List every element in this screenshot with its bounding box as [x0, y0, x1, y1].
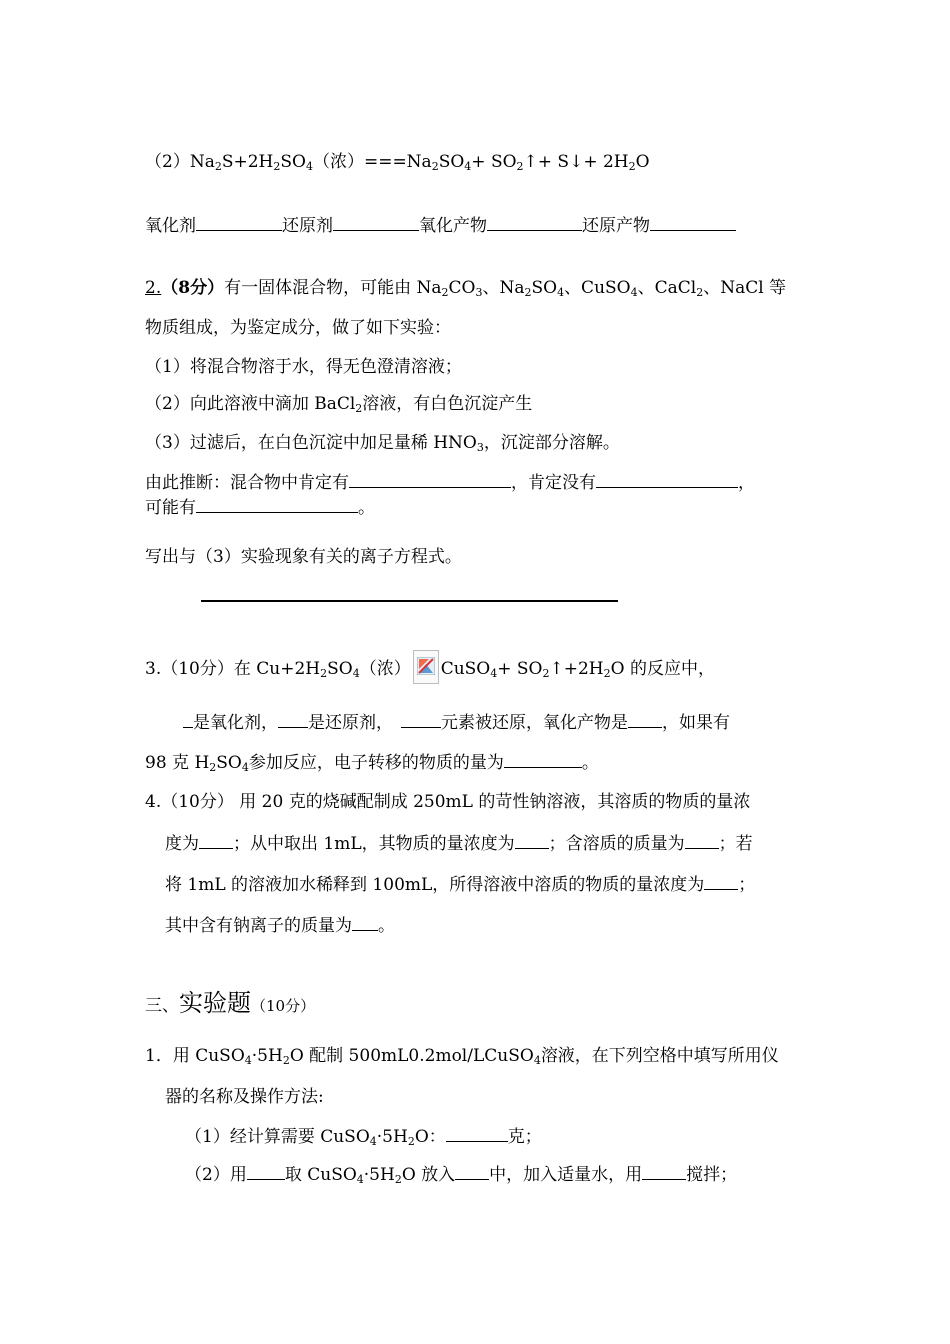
exp1-sub: 4 — [356, 1173, 364, 1186]
q3-oxidant-blank[interactable] — [183, 710, 193, 728]
q3-text: CuSO — [440, 659, 491, 679]
q3-text: 元素被还原，氧化产物是 — [441, 713, 628, 733]
q2-text: CO — [448, 278, 476, 298]
q4-text: ；从中取出 1mL，其物质的量浓度为 — [233, 834, 515, 854]
q2-text: 、CuSO — [564, 278, 631, 298]
q2-inference — [145, 470, 755, 495]
q2-text: 由此推断：混合物中肯定有 — [145, 473, 349, 493]
exp1-sub: 2 — [282, 1054, 290, 1067]
q4-text: 。 — [378, 916, 395, 936]
q2-text: 有一固体混合物，可能由 Na — [224, 278, 442, 298]
q2-step1: （1）将混合物溶于水，得无色澄清溶液； — [145, 357, 462, 377]
broken-image-icon — [413, 650, 439, 684]
q2-possible — [145, 495, 375, 520]
q3-text: + SO — [497, 659, 543, 679]
q3-sub: 2 — [603, 667, 611, 680]
possibly-has-blank[interactable] — [196, 495, 358, 513]
q2-line2: 物质组成，为鉴定成分，做了如下实验： — [145, 318, 451, 338]
red-product-label: 还原产物 — [582, 216, 650, 236]
q3-text: ，如果有 — [662, 713, 730, 733]
q2-write: 写出与（3）实验现象有关的离子方程式。 — [145, 547, 462, 567]
q2-text: （2）向此溶液中滴加 BaCl — [145, 394, 356, 414]
eq-sub: 2 — [628, 160, 636, 173]
oxidant-label: 氧化剂 — [145, 216, 196, 236]
exp1-text: 克； — [507, 1127, 542, 1147]
q3-sub: 2 — [320, 667, 328, 680]
q4-sodium-blank[interactable] — [352, 913, 378, 931]
q4-line4 — [165, 913, 395, 938]
red-product-blank[interactable] — [650, 213, 736, 231]
exp1-text: 取 CuSO — [284, 1165, 357, 1185]
q3-sub: 4 — [241, 761, 249, 774]
reductant-blank[interactable] — [333, 213, 419, 231]
eq-text: S+2H — [221, 152, 274, 172]
eq-text: （2）Na — [145, 152, 215, 172]
q2-sub: 2 — [696, 286, 704, 299]
q2-sub: 2 — [441, 286, 449, 299]
exp1-line3 — [185, 1124, 542, 1149]
exp1-text: ·5H — [376, 1127, 408, 1147]
q4-text: 其中含有钠离子的质量为 — [165, 916, 352, 936]
ion-equation-blank[interactable] — [201, 600, 618, 602]
q3-line1 — [145, 650, 715, 684]
exp1-sub: 2 — [394, 1173, 402, 1186]
q2-sub: 3 — [476, 441, 484, 454]
q2-sub: 3 — [475, 286, 483, 299]
section-title: 实验题 — [179, 989, 251, 1017]
ox-product-label: 氧化产物 — [419, 216, 487, 236]
exp1-text: O 配制 500mL0.2mol/LCuSO — [289, 1046, 534, 1066]
q4-line3 — [165, 872, 755, 897]
q4-text: 将 1mL 的溶液加水稀释到 100mL，所得溶液中溶质的物质的量浓度为 — [165, 875, 705, 895]
q2-text: ，沉淀部分溶解。 — [483, 433, 620, 453]
eq-text: ↑+ S — [523, 152, 570, 172]
eq-text: SO — [438, 152, 465, 172]
q2-text: （3）过滤后，在白色沉淀中加足量稀 HNO — [145, 433, 477, 453]
q3-text: SO — [327, 659, 353, 679]
q2-text: 可能有 — [145, 498, 196, 518]
q4-mass-blank[interactable] — [685, 831, 719, 849]
q2-line1 — [145, 276, 786, 300]
exp1-text: 1．用 CuSO — [145, 1046, 245, 1066]
q3-text: 参加反应，电子转移的物质的量为 — [248, 753, 504, 773]
q3-line2 — [183, 710, 730, 735]
q2-sub: 2 — [355, 402, 363, 415]
section-score: （10分） — [251, 997, 316, 1015]
eq-sub: 2 — [214, 160, 222, 173]
exp1-sub: 4 — [533, 1054, 541, 1067]
q2-text: 、CaCl — [637, 278, 697, 298]
eq-text: + SO — [471, 152, 517, 172]
q2-text: SO — [531, 278, 558, 298]
exp1-line4 — [185, 1162, 737, 1187]
q2-sub: 4 — [557, 286, 565, 299]
q3-text: 是还原剂， — [308, 713, 393, 733]
exp1-text: （1）经计算需要 CuSO — [185, 1127, 370, 1147]
eq-sub: 2 — [431, 160, 439, 173]
definitely-has-blank[interactable] — [349, 470, 511, 488]
q2-text: ，肯定没有 — [511, 473, 596, 493]
q2-sub: 2 — [524, 286, 532, 299]
eq-sub: 4 — [464, 160, 472, 173]
q4-text: ； — [738, 875, 756, 895]
exp1-instrument-blank[interactable] — [247, 1162, 285, 1180]
section-prefix: 三、 — [145, 996, 179, 1016]
q3-sub: 2 — [542, 667, 550, 680]
eq-text: （浓）===Na — [312, 152, 432, 172]
eq-text: ↓+ 2H — [569, 152, 629, 172]
exp1-grams-blank[interactable] — [446, 1124, 508, 1142]
exp1-text: O： — [414, 1127, 446, 1147]
q4-line2 — [165, 831, 753, 856]
q2-sub: 4 — [630, 286, 638, 299]
q4-1ml-conc-blank[interactable] — [515, 831, 549, 849]
exp1-sub: 4 — [244, 1054, 252, 1067]
definitely-not-blank[interactable] — [596, 470, 738, 488]
exp1-text: （2）用 — [185, 1165, 247, 1185]
q2-step3 — [145, 431, 620, 455]
q3-text: （浓） — [359, 659, 411, 679]
q2-text: 、Na — [482, 278, 525, 298]
q2-score: （8分） — [161, 278, 225, 298]
section-heading — [145, 988, 315, 1021]
oxidant-blank[interactable] — [196, 213, 282, 231]
eq-sub: 2 — [273, 160, 281, 173]
q3-ox-product-blank[interactable] — [628, 710, 662, 728]
q4-text: 度为 — [165, 834, 199, 854]
q3-text: 是氧化剂， — [193, 713, 278, 733]
q2-text: ， — [738, 473, 755, 493]
q2-text: 。 — [358, 498, 375, 518]
q4-text: ；含溶质的质量为 — [548, 834, 685, 854]
q2-step2 — [145, 392, 532, 416]
exp1-sub: 2 — [407, 1135, 415, 1148]
exp1-text: O 放入 — [401, 1165, 456, 1185]
exp1-text: 搅拌； — [686, 1165, 738, 1185]
exp1-text: 中，加入适量水，用 — [489, 1165, 643, 1185]
eq-text: O — [635, 152, 650, 172]
q3-text: 3.（10分）在 Cu+2H — [145, 659, 321, 679]
equation-2 — [145, 150, 650, 174]
q3-reductant-blank[interactable] — [278, 710, 308, 728]
q3-text: ↑+2H — [549, 659, 604, 679]
exp1-stir-blank[interactable] — [642, 1162, 686, 1180]
q3-electron-blank[interactable] — [504, 750, 582, 768]
exp1-container-blank[interactable] — [455, 1162, 489, 1180]
exp1-text: ·5H — [363, 1165, 395, 1185]
reductant-label: 还原剂 — [282, 216, 333, 236]
q3-sub: 4 — [352, 667, 360, 680]
q2-text: 溶液，有白色沉淀产生 — [362, 394, 533, 414]
q2-number: 2. — [145, 278, 162, 298]
q4-conc-blank[interactable] — [199, 831, 233, 849]
exp1-sub: 4 — [369, 1135, 377, 1148]
eq-sub: 2 — [516, 160, 524, 173]
q4-line1: 4.（10分） 用 20 克的烧碱配制成 250mL 的苛性钠溶液，其溶质的物质的量浓 — [145, 792, 751, 812]
exp1-line1 — [145, 1044, 779, 1068]
eq-sub: 4 — [305, 160, 313, 173]
exp1-line2: 器的名称及操作方法: — [165, 1087, 324, 1107]
q3-line3 — [145, 750, 599, 775]
q3-sub: 2 — [209, 761, 217, 774]
q3-text: 98 克 H — [145, 753, 210, 773]
q3-element-blank[interactable] — [401, 710, 441, 728]
q4-diluted-blank[interactable] — [704, 872, 738, 890]
q4-text: ；若 — [718, 834, 753, 854]
q3-text: 。 — [581, 753, 599, 773]
q3-text: O 的反应中， — [610, 659, 715, 679]
exp1-text: 溶液，在下列空格中填写所用仪 — [540, 1046, 779, 1066]
q2-text: 、NaCl 等 — [703, 278, 787, 298]
eq-text: SO — [280, 152, 306, 172]
q3-sub: 4 — [490, 667, 498, 680]
ox-product-blank[interactable] — [487, 213, 582, 231]
roles-line — [145, 213, 736, 238]
exp1-text: ·5H — [251, 1046, 283, 1066]
q3-text: SO — [216, 753, 242, 773]
